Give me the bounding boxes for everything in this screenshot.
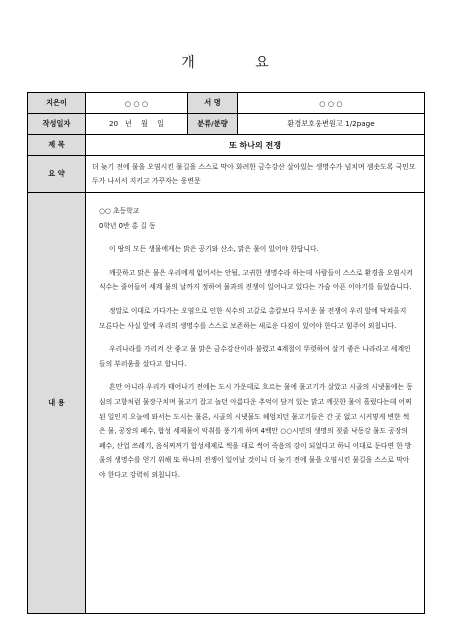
paragraph: 우리나라를 가리켜 산 좋고 물 맑은 금수강산이라 불렸고 4계절이 뚜렷하여 살기 좋은 나라라고 세계인들의 부러움을 샀다고 합니다. bbox=[99, 345, 411, 368]
author-value: ○ ○ ○ bbox=[86, 93, 188, 114]
category-label: 분류/분량 bbox=[188, 114, 238, 135]
paragraph: 정말로 이대로 가다가는 오염으로 인한 식수의 고갈로 총칼보다 무서운 물 전쟁이 우리 앞에 닥쳐올지 모른다는 사실 앞에 우리의 생명수를 스스로 보존하는 새로운 다짐이 있어야 한다고 힘주어 외칩니다. bbox=[99, 306, 407, 330]
summary-value: 더 늦기 전에 물을 오염시킨 물길을 스스로 막아 화려한 금수강산 살아있는 생명수가 넘치며 샘솟도록 국민모두가 나서서 지키고 가꾸자는 웅변문 bbox=[86, 156, 425, 193]
content-body bbox=[86, 193, 425, 614]
date-label: 작성일자 bbox=[28, 114, 86, 135]
content-label: 내 용 bbox=[28, 193, 86, 614]
page-title: 개 요 bbox=[181, 55, 297, 71]
subject-label: 제 목 bbox=[28, 135, 86, 156]
subject-value: 또 하나의 전쟁 bbox=[86, 135, 425, 156]
signature-label: 서 명 bbox=[188, 93, 238, 114]
paragraph: 깨끗하고 맑은 물은 우리에게 없어서는 안될, 고귀한 생명수라 하는데 사람들이 스스로 환경을 오염시켜 식수는 줄어들어 세계 물의 날까지 정하여 물과의 전쟁이 일어나고 있다는 가슴 아픈 이야기를 들었습니다. bbox=[99, 268, 413, 292]
paragraph: 이 땅의 모든 생물에게는 맑은 공기와 산소, 맑은 물이 있어야 한답니다. bbox=[109, 245, 319, 254]
date-value: 20 년 월 일 bbox=[86, 114, 188, 135]
student-line: 0학년 0반 홍 길 동 bbox=[99, 221, 156, 230]
author-label: 지은이 bbox=[28, 93, 86, 114]
school-line: ○○ 초등학교 bbox=[99, 207, 140, 215]
category-value: 환경보호웅변원고 1/2page bbox=[238, 114, 425, 135]
summary-label: 요 약 bbox=[28, 156, 86, 193]
paragraph: 흔만 아니라 우리가 태어나기 전에는 도시 가운데로 흐르는 물에 물고기가 살았고 시골의 시냇물에는 동심의 고향처럼 물장구치며 물고기 잡고 놀던 아름다운 추억이 담겨 있는 맑고 깨끗한 물이 흘렀다는데 어찌된 일인지 오늘에 와서는 도시는 물론, 시골의 시냇물도 헤엄치던 물고기들은 간 곳 없고 시커멓게 변한 썩은 물, 공장의 폐수, 합성 세제물이 악취를 풍기게 하며 4백만 ○○시민의 생명의 젖줄 낙동강 물도 공장의 폐수, 산업 쓰레기, 음식찌꺼기 합성세제로 썩을 대로 썩어 죽음의 강이 되었다고 하니 이대로 둔다면 한 방울의 생명수를 얻기 위해 또 하나의 전쟁이 일어날 것이니 더 늦기 전에 물을 오염시킨 물길을 스스로 막아야 한다고 강력히 외칩니다. bbox=[99, 383, 413, 479]
signature-value: ○ ○ ○ bbox=[238, 93, 425, 114]
summary-form bbox=[27, 92, 425, 614]
